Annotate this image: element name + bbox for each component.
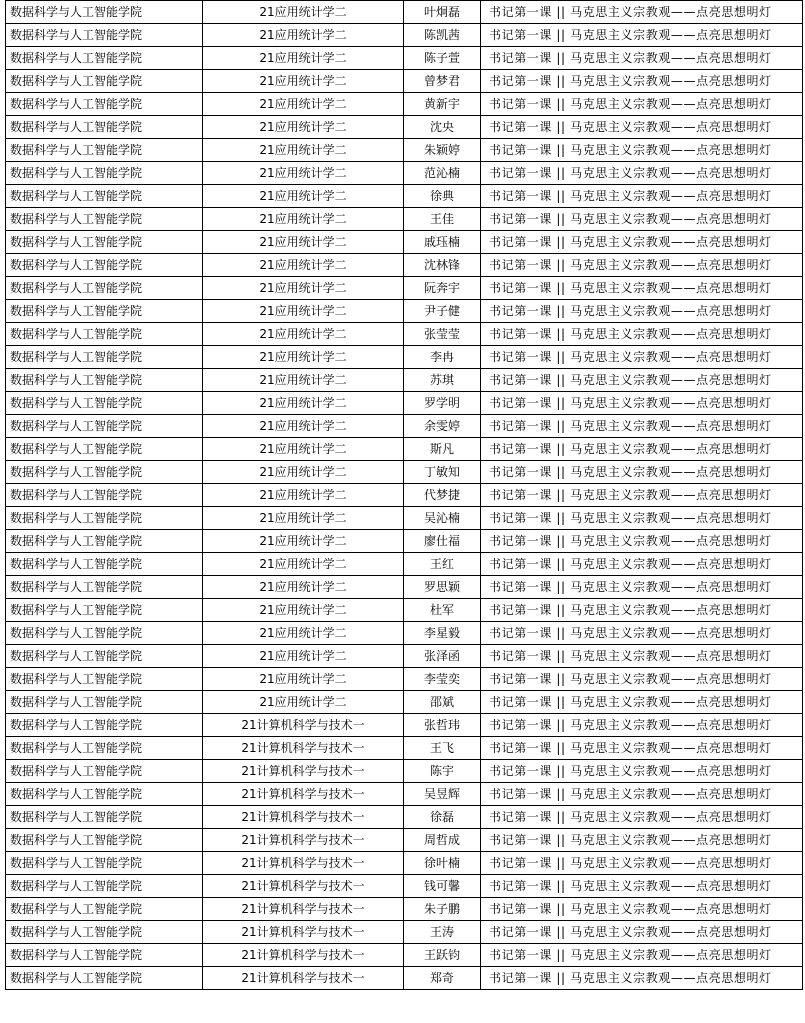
class-cell: 21应用统计学二 — [203, 300, 404, 323]
class-cell: 21应用统计学二 — [203, 323, 404, 346]
college-cell: 数据科学与人工智能学院 — [6, 898, 203, 921]
student-name-cell: 周哲成 — [404, 829, 481, 852]
student-name-cell: 陈宇 — [404, 760, 481, 783]
table-body — [6, 1, 803, 990]
class-cell: 21应用统计学二 — [203, 162, 404, 185]
table-row — [6, 599, 803, 622]
class-cell: 21计算机科学与技术一 — [203, 829, 404, 852]
college-cell: 数据科学与人工智能学院 — [6, 438, 203, 461]
topic-cell: 书记第一课 || 马克思主义宗教观——点亮思想明灯 — [481, 737, 803, 760]
college-cell: 数据科学与人工智能学院 — [6, 277, 203, 300]
table-row — [6, 806, 803, 829]
college-cell: 数据科学与人工智能学院 — [6, 116, 203, 139]
class-cell: 21应用统计学二 — [203, 507, 404, 530]
student-name-cell: 黄新宇 — [404, 93, 481, 116]
college-cell: 数据科学与人工智能学院 — [6, 783, 203, 806]
class-cell: 21应用统计学二 — [203, 139, 404, 162]
class-cell: 21应用统计学二 — [203, 346, 404, 369]
student-name-cell: 朱子鹏 — [404, 898, 481, 921]
student-name-cell: 朱颖婷 — [404, 139, 481, 162]
topic-cell: 书记第一课 || 马克思主义宗教观——点亮思想明灯 — [481, 622, 803, 645]
college-cell: 数据科学与人工智能学院 — [6, 323, 203, 346]
table-row — [6, 1, 803, 24]
topic-cell: 书记第一课 || 马克思主义宗教观——点亮思想明灯 — [481, 898, 803, 921]
college-cell: 数据科学与人工智能学院 — [6, 921, 203, 944]
topic-cell: 书记第一课 || 马克思主义宗教观——点亮思想明灯 — [481, 392, 803, 415]
topic-cell: 书记第一课 || 马克思主义宗教观——点亮思想明灯 — [481, 484, 803, 507]
student-name-cell: 杜军 — [404, 599, 481, 622]
table-row — [6, 208, 803, 231]
topic-cell: 书记第一课 || 马克思主义宗教观——点亮思想明灯 — [481, 783, 803, 806]
topic-cell: 书记第一课 || 马克思主义宗教观——点亮思想明灯 — [481, 323, 803, 346]
topic-cell: 书记第一课 || 马克思主义宗教观——点亮思想明灯 — [481, 967, 803, 990]
topic-cell: 书记第一课 || 马克思主义宗教观——点亮思想明灯 — [481, 369, 803, 392]
table-row — [6, 139, 803, 162]
college-cell: 数据科学与人工智能学院 — [6, 553, 203, 576]
student-name-cell: 张哲玮 — [404, 714, 481, 737]
topic-cell: 书记第一课 || 马克思主义宗教观——点亮思想明灯 — [481, 116, 803, 139]
class-cell: 21应用统计学二 — [203, 438, 404, 461]
college-cell: 数据科学与人工智能学院 — [6, 645, 203, 668]
class-cell: 21应用统计学二 — [203, 277, 404, 300]
table-row — [6, 576, 803, 599]
table-row — [6, 944, 803, 967]
college-cell: 数据科学与人工智能学院 — [6, 691, 203, 714]
student-name-cell: 叶炯磊 — [404, 1, 481, 24]
class-cell: 21计算机科学与技术一 — [203, 944, 404, 967]
college-cell: 数据科学与人工智能学院 — [6, 47, 203, 70]
topic-cell: 书记第一课 || 马克思主义宗教观——点亮思想明灯 — [481, 415, 803, 438]
table-row — [6, 24, 803, 47]
college-cell: 数据科学与人工智能学院 — [6, 185, 203, 208]
class-cell: 21应用统计学二 — [203, 484, 404, 507]
table-row — [6, 875, 803, 898]
class-cell: 21应用统计学二 — [203, 599, 404, 622]
topic-cell: 书记第一课 || 马克思主义宗教观——点亮思想明灯 — [481, 70, 803, 93]
student-name-cell: 王跃钧 — [404, 944, 481, 967]
attendance-table — [5, 0, 803, 990]
class-cell: 21应用统计学二 — [203, 553, 404, 576]
student-name-cell: 王佳 — [404, 208, 481, 231]
topic-cell: 书记第一课 || 马克思主义宗教观——点亮思想明灯 — [481, 944, 803, 967]
class-cell: 21应用统计学二 — [203, 369, 404, 392]
college-cell: 数据科学与人工智能学院 — [6, 875, 203, 898]
topic-cell: 书记第一课 || 马克思主义宗教观——点亮思想明灯 — [481, 576, 803, 599]
class-cell: 21应用统计学二 — [203, 1, 404, 24]
table-row — [6, 47, 803, 70]
student-name-cell: 吴沁楠 — [404, 507, 481, 530]
table-row — [6, 415, 803, 438]
topic-cell: 书记第一课 || 马克思主义宗教观——点亮思想明灯 — [481, 185, 803, 208]
table-row — [6, 691, 803, 714]
table-row — [6, 714, 803, 737]
student-name-cell: 丁敏知 — [404, 461, 481, 484]
class-cell: 21应用统计学二 — [203, 70, 404, 93]
topic-cell: 书记第一课 || 马克思主义宗教观——点亮思想明灯 — [481, 438, 803, 461]
topic-cell: 书记第一课 || 马克思主义宗教观——点亮思想明灯 — [481, 921, 803, 944]
topic-cell: 书记第一课 || 马克思主义宗教观——点亮思想明灯 — [481, 346, 803, 369]
table-row — [6, 323, 803, 346]
student-name-cell: 王涛 — [404, 921, 481, 944]
college-cell: 数据科学与人工智能学院 — [6, 1, 203, 24]
college-cell: 数据科学与人工智能学院 — [6, 622, 203, 645]
class-cell: 21应用统计学二 — [203, 24, 404, 47]
college-cell: 数据科学与人工智能学院 — [6, 392, 203, 415]
topic-cell: 书记第一课 || 马克思主义宗教观——点亮思想明灯 — [481, 300, 803, 323]
table-row — [6, 70, 803, 93]
topic-cell: 书记第一课 || 马克思主义宗教观——点亮思想明灯 — [481, 93, 803, 116]
topic-cell: 书记第一课 || 马克思主义宗教观——点亮思想明灯 — [481, 277, 803, 300]
college-cell: 数据科学与人工智能学院 — [6, 668, 203, 691]
topic-cell: 书记第一课 || 马克思主义宗教观——点亮思想明灯 — [481, 829, 803, 852]
topic-cell: 书记第一课 || 马克思主义宗教观——点亮思想明灯 — [481, 507, 803, 530]
student-name-cell: 沈央 — [404, 116, 481, 139]
student-name-cell: 王飞 — [404, 737, 481, 760]
topic-cell: 书记第一课 || 马克思主义宗教观——点亮思想明灯 — [481, 714, 803, 737]
student-name-cell: 徐叶楠 — [404, 852, 481, 875]
topic-cell: 书记第一课 || 马克思主义宗教观——点亮思想明灯 — [481, 852, 803, 875]
college-cell: 数据科学与人工智能学院 — [6, 714, 203, 737]
table-row — [6, 967, 803, 990]
table-row — [6, 553, 803, 576]
college-cell: 数据科学与人工智能学院 — [6, 737, 203, 760]
college-cell: 数据科学与人工智能学院 — [6, 944, 203, 967]
table-row — [6, 622, 803, 645]
college-cell: 数据科学与人工智能学院 — [6, 806, 203, 829]
topic-cell: 书记第一课 || 马克思主义宗教观——点亮思想明灯 — [481, 231, 803, 254]
class-cell: 21应用统计学二 — [203, 691, 404, 714]
topic-cell: 书记第一课 || 马克思主义宗教观——点亮思想明灯 — [481, 760, 803, 783]
student-name-cell: 邵斌 — [404, 691, 481, 714]
table-row — [6, 438, 803, 461]
table-row — [6, 231, 803, 254]
student-name-cell: 徐典 — [404, 185, 481, 208]
student-name-cell: 张泽函 — [404, 645, 481, 668]
student-name-cell: 徐磊 — [404, 806, 481, 829]
student-name-cell: 余雯婷 — [404, 415, 481, 438]
college-cell: 数据科学与人工智能学院 — [6, 415, 203, 438]
college-cell: 数据科学与人工智能学院 — [6, 346, 203, 369]
table-row — [6, 484, 803, 507]
topic-cell: 书记第一课 || 马克思主义宗教观——点亮思想明灯 — [481, 47, 803, 70]
student-name-cell: 阮奔宇 — [404, 277, 481, 300]
student-name-cell: 罗学明 — [404, 392, 481, 415]
class-cell: 21应用统计学二 — [203, 185, 404, 208]
college-cell: 数据科学与人工智能学院 — [6, 967, 203, 990]
college-cell: 数据科学与人工智能学院 — [6, 852, 203, 875]
college-cell: 数据科学与人工智能学院 — [6, 507, 203, 530]
topic-cell: 书记第一课 || 马克思主义宗教观——点亮思想明灯 — [481, 1, 803, 24]
college-cell: 数据科学与人工智能学院 — [6, 139, 203, 162]
class-cell: 21计算机科学与技术一 — [203, 760, 404, 783]
table-row — [6, 185, 803, 208]
student-name-cell: 沈林锋 — [404, 254, 481, 277]
student-name-cell: 李莹奕 — [404, 668, 481, 691]
student-name-cell: 苏琪 — [404, 369, 481, 392]
college-cell: 数据科学与人工智能学院 — [6, 461, 203, 484]
college-cell: 数据科学与人工智能学院 — [6, 24, 203, 47]
class-cell: 21应用统计学二 — [203, 622, 404, 645]
student-name-cell: 廖仕福 — [404, 530, 481, 553]
topic-cell: 书记第一课 || 马克思主义宗教观——点亮思想明灯 — [481, 645, 803, 668]
college-cell: 数据科学与人工智能学院 — [6, 162, 203, 185]
topic-cell: 书记第一课 || 马克思主义宗教观——点亮思想明灯 — [481, 806, 803, 829]
student-name-cell: 尹子健 — [404, 300, 481, 323]
class-cell: 21计算机科学与技术一 — [203, 875, 404, 898]
table-row — [6, 530, 803, 553]
student-name-cell: 曾梦君 — [404, 70, 481, 93]
topic-cell: 书记第一课 || 马克思主义宗教观——点亮思想明灯 — [481, 208, 803, 231]
table-row — [6, 392, 803, 415]
topic-cell: 书记第一课 || 马克思主义宗教观——点亮思想明灯 — [481, 254, 803, 277]
college-cell: 数据科学与人工智能学院 — [6, 231, 203, 254]
class-cell: 21计算机科学与技术一 — [203, 737, 404, 760]
class-cell: 21应用统计学二 — [203, 93, 404, 116]
student-name-cell: 张莹莹 — [404, 323, 481, 346]
topic-cell: 书记第一课 || 马克思主义宗教观——点亮思想明灯 — [481, 691, 803, 714]
class-cell: 21应用统计学二 — [203, 392, 404, 415]
topic-cell: 书记第一课 || 马克思主义宗教观——点亮思想明灯 — [481, 553, 803, 576]
student-name-cell: 郑奇 — [404, 967, 481, 990]
table-row — [6, 668, 803, 691]
student-name-cell: 戚珏楠 — [404, 231, 481, 254]
table-row — [6, 852, 803, 875]
college-cell: 数据科学与人工智能学院 — [6, 576, 203, 599]
table-row — [6, 507, 803, 530]
student-name-cell: 陈子萱 — [404, 47, 481, 70]
table-row — [6, 783, 803, 806]
table-row — [6, 369, 803, 392]
class-cell: 21应用统计学二 — [203, 668, 404, 691]
student-name-cell: 吴昱辉 — [404, 783, 481, 806]
student-name-cell: 斯凡 — [404, 438, 481, 461]
topic-cell: 书记第一课 || 马克思主义宗教观——点亮思想明灯 — [481, 461, 803, 484]
student-name-cell: 范沁楠 — [404, 162, 481, 185]
topic-cell: 书记第一课 || 马克思主义宗教观——点亮思想明灯 — [481, 875, 803, 898]
class-cell: 21计算机科学与技术一 — [203, 806, 404, 829]
table-row — [6, 254, 803, 277]
student-name-cell: 代梦捷 — [404, 484, 481, 507]
college-cell: 数据科学与人工智能学院 — [6, 829, 203, 852]
class-cell: 21应用统计学二 — [203, 116, 404, 139]
topic-cell: 书记第一课 || 马克思主义宗教观——点亮思想明灯 — [481, 162, 803, 185]
topic-cell: 书记第一课 || 马克思主义宗教观——点亮思想明灯 — [481, 599, 803, 622]
college-cell: 数据科学与人工智能学院 — [6, 70, 203, 93]
class-cell: 21计算机科学与技术一 — [203, 714, 404, 737]
student-name-cell: 李冉 — [404, 346, 481, 369]
student-name-cell: 罗思颖 — [404, 576, 481, 599]
table-row — [6, 162, 803, 185]
class-cell: 21应用统计学二 — [203, 530, 404, 553]
table-row — [6, 346, 803, 369]
table-row — [6, 277, 803, 300]
class-cell: 21应用统计学二 — [203, 47, 404, 70]
class-cell: 21计算机科学与技术一 — [203, 967, 404, 990]
class-cell: 21应用统计学二 — [203, 208, 404, 231]
topic-cell: 书记第一课 || 马克思主义宗教观——点亮思想明灯 — [481, 530, 803, 553]
college-cell: 数据科学与人工智能学院 — [6, 530, 203, 553]
topic-cell: 书记第一课 || 马克思主义宗教观——点亮思想明灯 — [481, 24, 803, 47]
student-name-cell: 王红 — [404, 553, 481, 576]
table-row — [6, 898, 803, 921]
topic-cell: 书记第一课 || 马克思主义宗教观——点亮思想明灯 — [481, 139, 803, 162]
table-row — [6, 760, 803, 783]
class-cell: 21计算机科学与技术一 — [203, 783, 404, 806]
class-cell: 21应用统计学二 — [203, 645, 404, 668]
student-name-cell: 钱可馨 — [404, 875, 481, 898]
class-cell: 21计算机科学与技术一 — [203, 898, 404, 921]
college-cell: 数据科学与人工智能学院 — [6, 484, 203, 507]
college-cell: 数据科学与人工智能学院 — [6, 369, 203, 392]
table-row — [6, 737, 803, 760]
college-cell: 数据科学与人工智能学院 — [6, 599, 203, 622]
table-row — [6, 645, 803, 668]
class-cell: 21计算机科学与技术一 — [203, 921, 404, 944]
table-row — [6, 461, 803, 484]
class-cell: 21应用统计学二 — [203, 576, 404, 599]
college-cell: 数据科学与人工智能学院 — [6, 208, 203, 231]
topic-cell: 书记第一课 || 马克思主义宗教观——点亮思想明灯 — [481, 668, 803, 691]
table-row — [6, 829, 803, 852]
college-cell: 数据科学与人工智能学院 — [6, 254, 203, 277]
class-cell: 21应用统计学二 — [203, 231, 404, 254]
class-cell: 21应用统计学二 — [203, 254, 404, 277]
table-row — [6, 921, 803, 944]
class-cell: 21应用统计学二 — [203, 461, 404, 484]
class-cell: 21计算机科学与技术一 — [203, 852, 404, 875]
table-row — [6, 116, 803, 139]
college-cell: 数据科学与人工智能学院 — [6, 300, 203, 323]
class-cell: 21应用统计学二 — [203, 415, 404, 438]
college-cell: 数据科学与人工智能学院 — [6, 93, 203, 116]
college-cell: 数据科学与人工智能学院 — [6, 760, 203, 783]
student-name-cell: 李星毅 — [404, 622, 481, 645]
student-name-cell: 陈凯茜 — [404, 24, 481, 47]
table-row — [6, 93, 803, 116]
table-row — [6, 300, 803, 323]
